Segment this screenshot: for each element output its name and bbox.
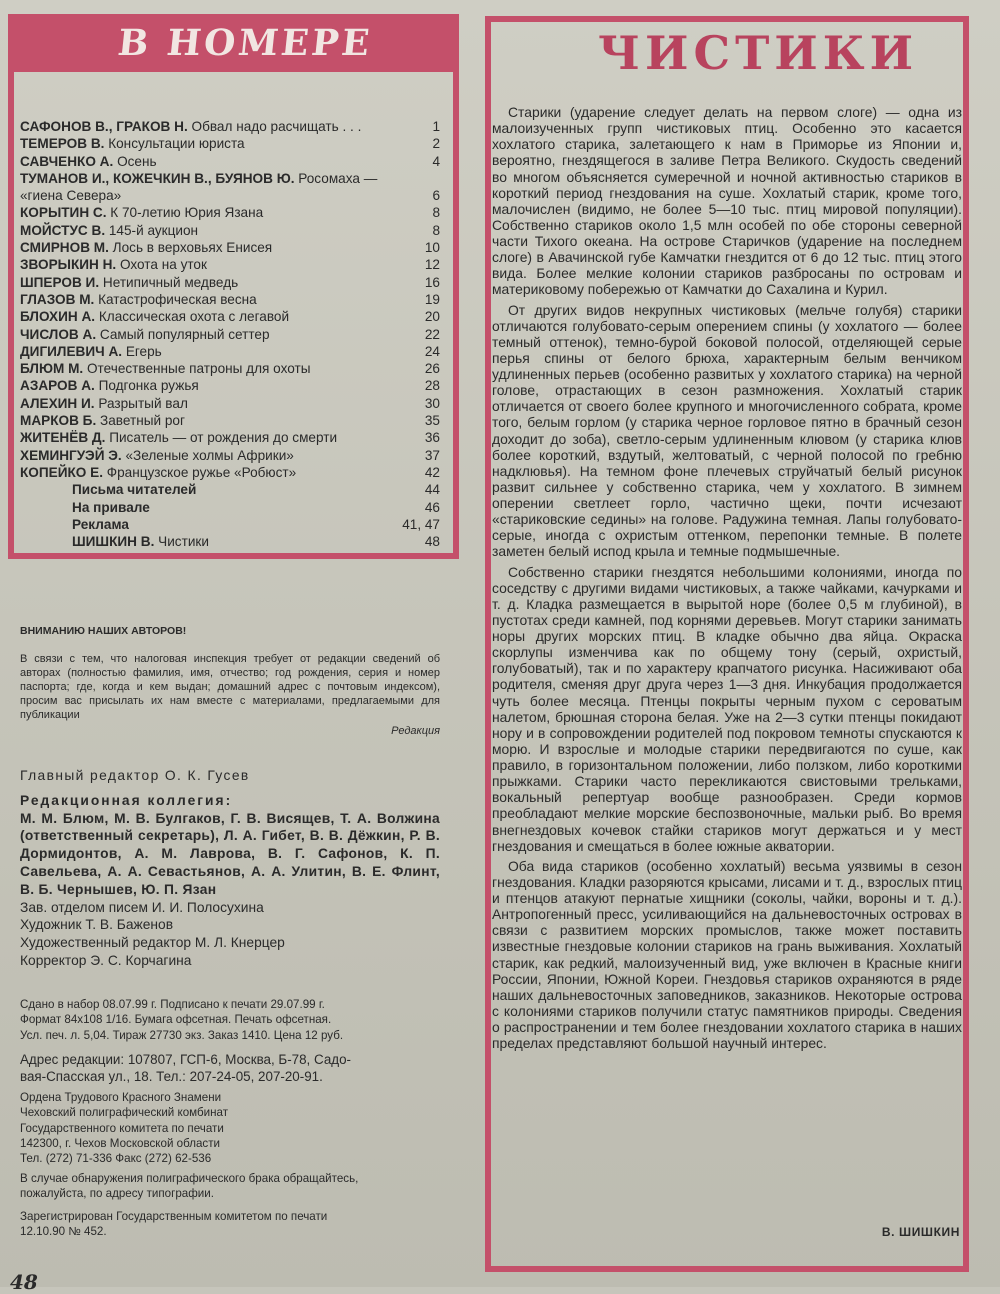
chief-editor: Главный редактор О. К. Гусев — [20, 768, 250, 783]
print-details — [20, 997, 440, 1043]
article-body — [492, 104, 962, 1055]
printer-line: Ордена Трудового Красного Знамени — [20, 1091, 222, 1104]
contents-title: В НОМЕРЕ — [115, 22, 375, 64]
printer-info — [20, 1090, 440, 1166]
article-author: В. ШИШКИН — [881, 1225, 960, 1239]
article-title: ЧИСТИКИ — [598, 26, 919, 80]
toc-row: МОЙСТУС В. 145-й аукцион 8 — [20, 222, 440, 238]
article-paragraph: Оба вида стариков (особенно хохлатый) весьма уязвимы в сезон гнездования. Кладки разоряются крысами, лисами и т. д., взрослых птиц и птенцов атакуют пернатые хищники (соколы, чайки, вороны и т. д.). Антропогенный пресс, усиливающийся на дальневосточных островах в связи с развитием морских промыслов, также может поставить известные гнездовые колонии стариков на грань выживания. Хохлатый старик, как редкий, малоизученный вид, уже включен в Красные книги России, Японии, Южной Кореи. Гнездовья стариков охраняются в ряде наших дальневосточных заповедников, заказников. Некоторые острова с колониями стариков получили статус памятников природы. Сведения о распространении и тем более гнездовании хохлатого старика в наших пределах представляют большой научный интерес. — [492, 857, 962, 1052]
address-line: Адрес редакции: 107807, ГСП-6, Москва, Б-78, Садо- — [20, 1052, 351, 1067]
toc-row: ЗВОРЫКИН Н. Охота на уток 12 — [20, 257, 440, 273]
registration-line: 12.10.90 № 452. — [20, 1225, 107, 1239]
toc-row: КОПЕЙКО Е. Французское ружье «Робюст» 42 — [20, 464, 440, 480]
staff-line: Зав. отделом писем И. И. Полосухина — [20, 899, 264, 915]
staff-line: Художественный редактор М. Л. Кнерцер — [20, 935, 285, 951]
notice-body: В связи с тем, что налоговая инспекция требует от редакции сведений об авторах (полностью фамилия, имя, отчество; год рождения, серия и номер паспорта; где, когда и кем выдан; домашний адрес с почтовым индексом), просим вас присылать их нам вместе с материалами, предлагаемыми для публикации — [20, 653, 440, 721]
registration-note — [20, 1209, 440, 1240]
toc-row: ШИШКИН В. Чистики 48 — [72, 534, 440, 550]
toc-row: Письма читателей 44 — [72, 482, 440, 498]
toc-row: ДИГИЛЕВИЧ А. Егерь 24 — [20, 343, 440, 359]
toc-row: БЛОХИН А. Классическая охота с легавой 20 — [20, 309, 440, 325]
defect-line: пожалуйста, по адресу типографии. — [20, 1187, 214, 1201]
toc-row: МАРКОВ Б. Заветный рог 35 — [20, 413, 440, 429]
toc-row: ГЛАЗОВ М. Катастрофическая весна 19 — [20, 291, 440, 307]
print-line: Сдано в набор 08.07.99 г. Подписано к печати 29.07.99 г. — [20, 998, 325, 1011]
staff-line: Художник Т. В. Баженов — [20, 917, 174, 933]
board-heading: Редакционная коллегия: — [20, 792, 233, 808]
toc-row: САФОНОВ В., ГРАКОВ Н. Обвал надо расчищать . . . 1 — [20, 119, 440, 134]
printer-line: Государственного комитета по печати — [20, 1121, 224, 1135]
editorial-address — [20, 1051, 440, 1085]
toc-row: ШПЕРОВ И. Нетипичный медведь 16 — [20, 274, 440, 290]
defect-line: В случае обнаружения полиграфического брака обращайтесь, — [20, 1172, 359, 1185]
toc-row: СМИРНОВ М. Лось в верховьях Енисея 10 — [20, 240, 440, 256]
printer-line: Тел. (272) 71-336 Факс (272) 62-536 — [20, 1152, 212, 1166]
address-line: вая-Спасская ул., 18. Тел.: 207-24-05, 207-20-91. — [20, 1069, 323, 1084]
print-line: Формат 84х108 1/16. Бумага офсетная. Печать офсетная. — [20, 1013, 332, 1027]
toc-row: «гиена Севера» 6 — [20, 188, 440, 204]
toc-row: ТЕМЕРОВ В. Консультации юриста 2 — [20, 136, 440, 152]
toc-row: ХЕМИНГУЭЙ Э. «Зеленые холмы Африки» 37 — [20, 447, 440, 463]
toc-row: ЧИСЛОВ А. Самый популярный сеттер 22 — [20, 326, 440, 342]
print-line: Усл. печ. л. 5,04. Тираж 27730 экз. Заказ 1410. Цена 12 руб. — [20, 1028, 344, 1042]
article-paragraph: Старики (ударение следует делать на первом слоге) — одна из малоизученных групп чистиковых птиц. Особенно это касается хохлатого старика, залетающего к нам в Приморье из Японии и, вероятно, гнездящегося в заливе Петра Великого. Скудость сведений во многом объясняется сумеречной и ночной активностью стариков в короткий период гнездования на суше. Хохлатый старик, кроме того, малочислен (видимо, не более 5—10 тыс. птиц мировой популяции). Собственно стариков около 1,5 млн особей по обе стороны северной части Тихого океана. На острове Старичков (ударение на последнем слоге) в Авачинской губе Камчатки гнездится от 6 до 12 тыс. птиц этого вида. Более мелкие колонии стариков разбросаны по островам и материковому побережью от Камчатки до Сахалина и Курил. — [492, 104, 962, 298]
printer-line: 142300, г. Чехов Московской области — [20, 1136, 221, 1150]
printer-line: Чеховский полиграфический комбинат — [20, 1106, 229, 1120]
board-members: М. М. Блюм, М. В. Булгаков, Г. В. Висящев, Т. А. Волжина (ответственный секретарь), Л. А. Гибет, В. В. Дёжкин, Р. В. Дормидонтов, А. М. Лаврова, В. Г. Сафонов, К. П. Савельева, А. А. Севастьянов, А. А. Улитин, В. Е. Флинт, В. Б. Чернышев, Ю. П. Язан — [20, 810, 440, 897]
toc-row: САВЧЕНКО А. Осень 4 — [20, 153, 440, 169]
toc-row: АЗАРОВ А. Подгонка ружья 28 — [20, 378, 440, 394]
authors-notice — [20, 624, 440, 738]
toc-row: ТУМАНОВ И., КОЖЕЧКИН В., БУЯНОВ Ю. Росомаха — — [20, 170, 378, 186]
table-of-contents — [20, 118, 440, 550]
editorial-block — [20, 767, 440, 970]
page-number: 48 — [10, 1270, 38, 1294]
article-paragraph: От других видов некрупных чистиковых (мельче голубя) старики отличаются голубовато-серым оперением спины (у хохлатого — более темный оттенок), темно-бурой боковой полосой, отделяющей серые перья спины от белого брюха, характерным белым венчиком удлиненных перьев (особенно развитых у хохлатого старика) на черной голове, отрастающих в сезон размножения. Хохлатый старик отличается от своего более крупного и многочисленного собрата, кроме того, белым горлом (у старика черное горловое пятно в брачный сезон доходит до зоба), светло-серым удлиненным клювом (у старика клюв более короткий, вздутый, желтоватый, с черной полосой по гребню надклювья). На темном фоне плечевых струйчатый белый рисунок развит сильнее у собственно старика, чем у хохлатого. В зимнем оперении светлеет горло, частично щеки, почти исчезают «стариковские седины» на голове. Радужина темная. Лапы голубовато-серые, иногда с охристым оттенком, перепонки темные. В полете заметен белый испод крыла и темные подмышечные. — [492, 301, 962, 560]
toc-row: ЖИТЕНЁВ Д. Писатель — от рождения до смерти 36 — [20, 430, 440, 446]
toc-row: КОРЫТИН С. К 70-летию Юрия Язана 8 — [20, 205, 440, 221]
toc-row: На привале 46 — [72, 499, 440, 515]
defect-note — [20, 1171, 440, 1202]
notice-title: ВНИМАНИЮ НАШИХ АВТОРОВ! — [20, 625, 187, 637]
registration-line: Зарегистрирован Государственным комитетом по печати — [20, 1210, 328, 1223]
toc-row: БЛЮМ М. Отечественные патроны для охоты 26 — [20, 361, 440, 377]
staff-line: Корректор Э. С. Корчагина — [20, 952, 192, 968]
notice-signature: Редакция — [391, 725, 440, 737]
article-paragraph: Собственно старики гнездятся небольшими колониями, иногда по соседству с другими видами чистиковых, а также чайками, качурками и т. д. Кладка размещается в вырытой норе (более 0,5 м глубиной), в пустотах среди камней, под корнями деревьев. Могут старики занимать норы других морских птиц. В кладке обычно два яйца. Окраска скорлупы изменчива как по общему тону (серый, охристый, голубоватый), так и по характеру крапчатого рисунка. Насиживают оба родителя, сменяя друг друга через 1—3 дня. Инкубация продолжается чуть более месяца. Птенцы покрыты черным пухом с сероватым налетом, брюшная сторона белая. Уже на 2—3 сутки птенцы покидают нору и в сопровождении родителей под покровом темноты спускаются к морю. И взрослые и молодые старики передвигаются по суше, как правило, в горизонтальном положении, либо ползком, либо короткими прыжками. Старики часто перекликаются свистовыми трельками, вокальный репертуар вообще разнообразен. Среди кормов преобладают мелкие морские беспозвоночные, мальки рыб. Во время внегнездовых кочевок стайки стариков могут держаться и у мест гнездования и смещаться в более южные акватории. — [492, 563, 962, 854]
toc-row: АЛЕХИН И. Разрытый вал 30 — [20, 395, 440, 411]
toc-row: Реклама 41, 47 — [72, 516, 440, 532]
